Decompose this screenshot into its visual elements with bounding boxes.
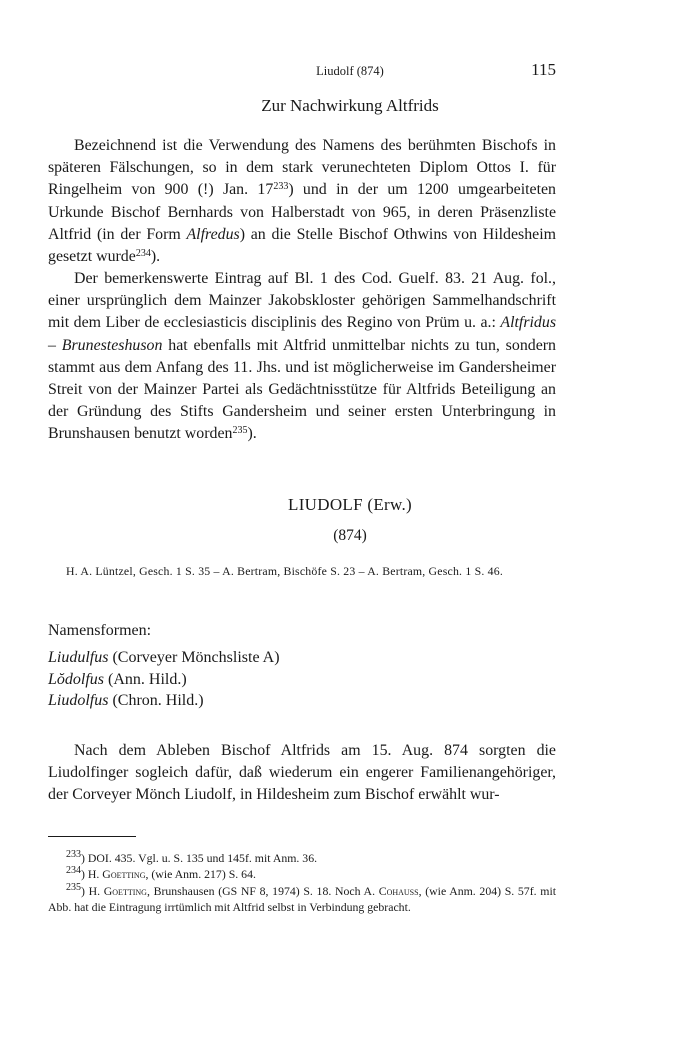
name-form: Liudulfus: [48, 649, 109, 666]
name-form-item: [48, 647, 280, 669]
author-name: Cohauss: [378, 883, 419, 898]
entry-date: (874): [333, 527, 367, 544]
author-name: Goetting: [102, 867, 146, 882]
name-form-source: (Ann. Hild.): [104, 670, 187, 688]
references: H. A. Lüntzel, Gesch. 1 S. 35 – A. Bertram, Bischöfe S. 23 – A. Bertram, Gesch. 1 S. 46.: [66, 564, 503, 578]
text-run: Der bemerkenswerte Eintrag auf Bl. 1 des Cod. Guelf. 83. 21 Aug. fol., einer ursprünglich dem Mainzer Jakobskloster gehörigen Sammelhandschrift mit dem Liber de ecclesiasticis disciplinis des Regino von Prüm u. a.:: [48, 270, 556, 332]
running-head: Liudolf (874): [316, 64, 384, 78]
name-form-item: [48, 690, 280, 712]
footnote-233: [48, 850, 556, 866]
text-run: ).: [247, 425, 257, 443]
page-number: 115: [531, 60, 556, 79]
footnote-ref-233[interactable]: 233: [273, 181, 289, 193]
name-forms-heading: Namensformen:: [48, 622, 152, 639]
text-run: –: [48, 336, 62, 354]
section-heading: Zur Nachwirkung Altfrids: [261, 96, 439, 115]
text-run: ).: [150, 248, 161, 266]
text-run: ) an die Stelle Bischof Othwins von Hildesheim gesetzt wurde: [48, 225, 556, 266]
footnote-text: ) H.: [81, 883, 104, 898]
footnote-number: 235: [66, 881, 81, 893]
paragraph-eintrag: [48, 268, 556, 446]
footnote-number: 234: [66, 865, 81, 877]
name-form-item: [48, 669, 280, 691]
italic-term: Altfridus: [500, 314, 556, 332]
footnote-text: , (wie Anm. 217) S. 64.: [145, 867, 256, 882]
footnote-text: ) DOI. 435. Vgl. u. S. 135 und 145f. mit Anm. 36.: [81, 851, 318, 865]
text-run: Bezeichnend ist die Verwendung des Namens des berühmten Bischofs in späteren Fälschungen, so in dem stark verunechteten Diplom Ottos I. für Ringelheim von 900 (!) Jan. 17: [48, 137, 556, 199]
italic-term: Alfredus: [186, 225, 240, 243]
paragraph-liudolf: Nach dem Ableben Bischof Altfrids am 15. Aug. 874 sorgten die Liudolfinger sogleich dafür, daß wiederum ein engerer Familienangehöriger, der Corveyer Mönch Liudolf, in Hildesheim zum Bischof erwählt wur-: [48, 742, 556, 804]
footnote-235: [48, 883, 556, 916]
author-name: Goetting: [103, 883, 147, 898]
name-form: Lŏdolfus: [48, 670, 105, 688]
footnote-number: 233: [66, 849, 81, 860]
footnotes: [48, 850, 556, 916]
name-form: Liudolfus: [48, 692, 109, 709]
footnote-ref-234[interactable]: 234: [135, 248, 151, 260]
footnote-text: , Brunshausen (GS NF 8, 1974) S. 18. Noch A.: [146, 883, 379, 898]
footnote-234: [48, 866, 556, 882]
italic-term: Brunesteshuson: [61, 336, 163, 354]
footnote-text: , (wie Anm. 204) S. 57f. mit Abb. hat die Eintragung irrtümlich mit Altfrid selbst in Verbindung gebracht.: [48, 883, 556, 915]
entry-title: LIUDOLF (Erw.): [288, 495, 412, 514]
name-form-source: (Chron. Hild.): [108, 692, 204, 709]
paragraph-nachwirkung: [48, 135, 556, 268]
name-forms-list: [48, 647, 280, 712]
footnote-ref-235[interactable]: 235: [232, 425, 248, 437]
name-form-source: (Corveyer Mönchsliste A): [108, 649, 280, 666]
footnote-text: ) H.: [81, 867, 103, 882]
text-run: hat ebenfalls mit Altfrid unmittelbar nichts zu tun, sondern stammt aus dem Anfang des 11. Jhs. und ist möglicherweise im Gandersheimer Streit von der Mainzer Partei als Gedächtnisstütze für Altfrids Beteiligung an der Gründung des Stifts Gandersheim und seiner ersten Unterbringung in Brunshausen benutzt worden: [48, 336, 556, 443]
text-run: ) und in der um 1200 umgearbeiteten Urkunde Bischof Bernhards von Halberstadt von 965, in deren Präsenzliste Altfrid (in der Form: [48, 181, 556, 243]
footnote-rule: [48, 836, 136, 837]
